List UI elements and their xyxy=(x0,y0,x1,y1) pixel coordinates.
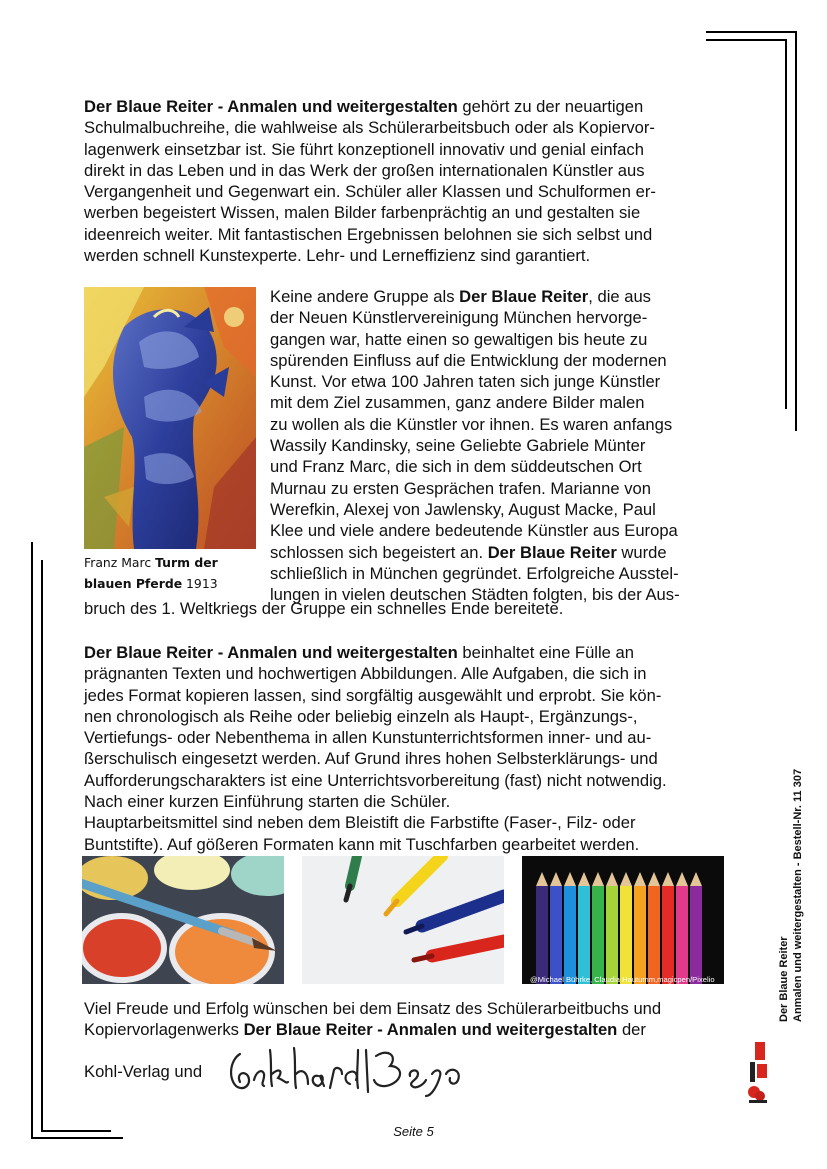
sidebar-book-subtitle-order-number: Anmalen und weitergestalten - Bestell-Nr. 11 307 xyxy=(792,768,804,1022)
frame-left-line xyxy=(31,542,33,1139)
painting-caption: Franz Marc Turm der blauen Pferde 1913 xyxy=(84,555,218,591)
photo-felt-pens xyxy=(302,856,504,984)
photo-colored-pencils xyxy=(522,856,724,984)
publisher-logo xyxy=(746,1040,770,1104)
frame-top-line-inner xyxy=(706,39,786,41)
page-number: Seite 5 xyxy=(393,1124,434,1139)
sidebar-book-title: Der Blaue Reiter xyxy=(778,936,790,1022)
handwritten-signature xyxy=(226,1044,470,1100)
photo-watercolor-palette xyxy=(82,856,284,984)
painting-tower-of-blue-horses xyxy=(84,287,256,549)
intro-paragraph: Der Blaue Reiter - Anmalen und weitergestalten gehört zu der neuartigen Schulmalbuchreihe, die wahlweise als Schülerarbeitsbuch oder als Kopiervor- lagenwerk einsetzbar ist. Sie führt konzeptionell innovativ und genial einfach direkt in das Leben und in das Werk der großen internationalen Künstler aus Vergangenheit und Gegenwart ein. Schüler aller Klassen und Schulformen er- werben begeistert Wissen, malen Bilder farbenprächtig an und gestalten sie ideenreich weiter. Mit fantastischen Ergebnissen belohnen sie sich selbst und werden schnell Kunstexperte. Lehr- und Lerneffizienz sind garantiert. xyxy=(84,97,656,266)
history-paragraph: Keine andere Gruppe als Der Blaue Reiter, die aus der Neuen Künstlervereinigung München hervorge- gangen war, hatte einen so gewaltigen bis heute zu spürenden Einfluss auf die Entwicklung der modernen Kunst. Vor etwa 100 Jahren taten sich junge Künstler mit dem Ziel zusammen, ganz andere Bilder malen zu wollen als die Künstler vor ihnen. Es waren anfangs Wassily Kandinsky, seine Geliebte Gabriele Münter und Franz Marc, die sich in dem süddeutschen Ort Murnau zu ersten Gesprächen trafen. Marianne von Werefkin, Alexej von Jawlensky, August Macke, Paul Klee und viele andere bedeutende Künstler aus Europa schlossen sich begeistert an. Der Blaue Reiter wurde schließlich in München gegründet. Erfolgreiche Ausstel- lungen in vielen deutschen Städten folgten, bis der Aus- xyxy=(270,287,680,605)
frame-right-line xyxy=(795,31,797,431)
closing-paragraph: Viel Freude und Erfolg wünschen bei dem Einsatz des Schülerarbeitbuchs und Kopiervorlagenwerks Der Blaue Reiter - Anmalen und weitergestalten der xyxy=(84,999,662,1040)
frame-left-line-inner xyxy=(41,560,43,1132)
intro-title: Der Blaue Reiter - Anmalen und weitergestalten xyxy=(84,97,458,116)
closing-sign-prefix: Kohl-Verlag und xyxy=(84,1062,203,1081)
history-last-line: bruch des 1. Weltkriegs der Gruppe ein schnelles Ende bereitete. xyxy=(84,599,564,618)
content-paragraph: Der Blaue Reiter - Anmalen und weitergestalten beinhaltet eine Fülle an prägnanten Texten und hochwertigen Abbildungen. Alle Aufgaben, die sich in jedes Format kopieren lassen, sind sorgfältig ausgewählt und erprobt. Sie kön- nen chronologisch als Reihe oder beliebig einzeln als Haupt-, Ergänzungs-, Vertiefungs- oder Nebenthema in allen Kunstunterrichtsformen inner- und au- ßerschulisch eingesetzt werden. Auf Grund ihres hohen Selbsterklärungs- und Aufforderungscharakters ist eine Unterrichtsvorbereitung (fast) nicht notwendig. Nach einer kurzen Einführung starten die Schüler. Hauptarbeitsmittel sind neben dem Bleistift die Farbstifte (Faser-, Filz- oder Buntstifte). Auf gößeren Formaten kann mit Tuschfarben gearbeitet werden. xyxy=(84,643,667,854)
frame-right-line-inner xyxy=(785,39,787,409)
photo-credit: @Michael Bührke, Claudia Hautumm,magicpen/Pixelio xyxy=(530,975,715,984)
frame-top-line xyxy=(706,31,796,33)
content-title: Der Blaue Reiter - Anmalen und weitergestalten xyxy=(84,643,458,662)
